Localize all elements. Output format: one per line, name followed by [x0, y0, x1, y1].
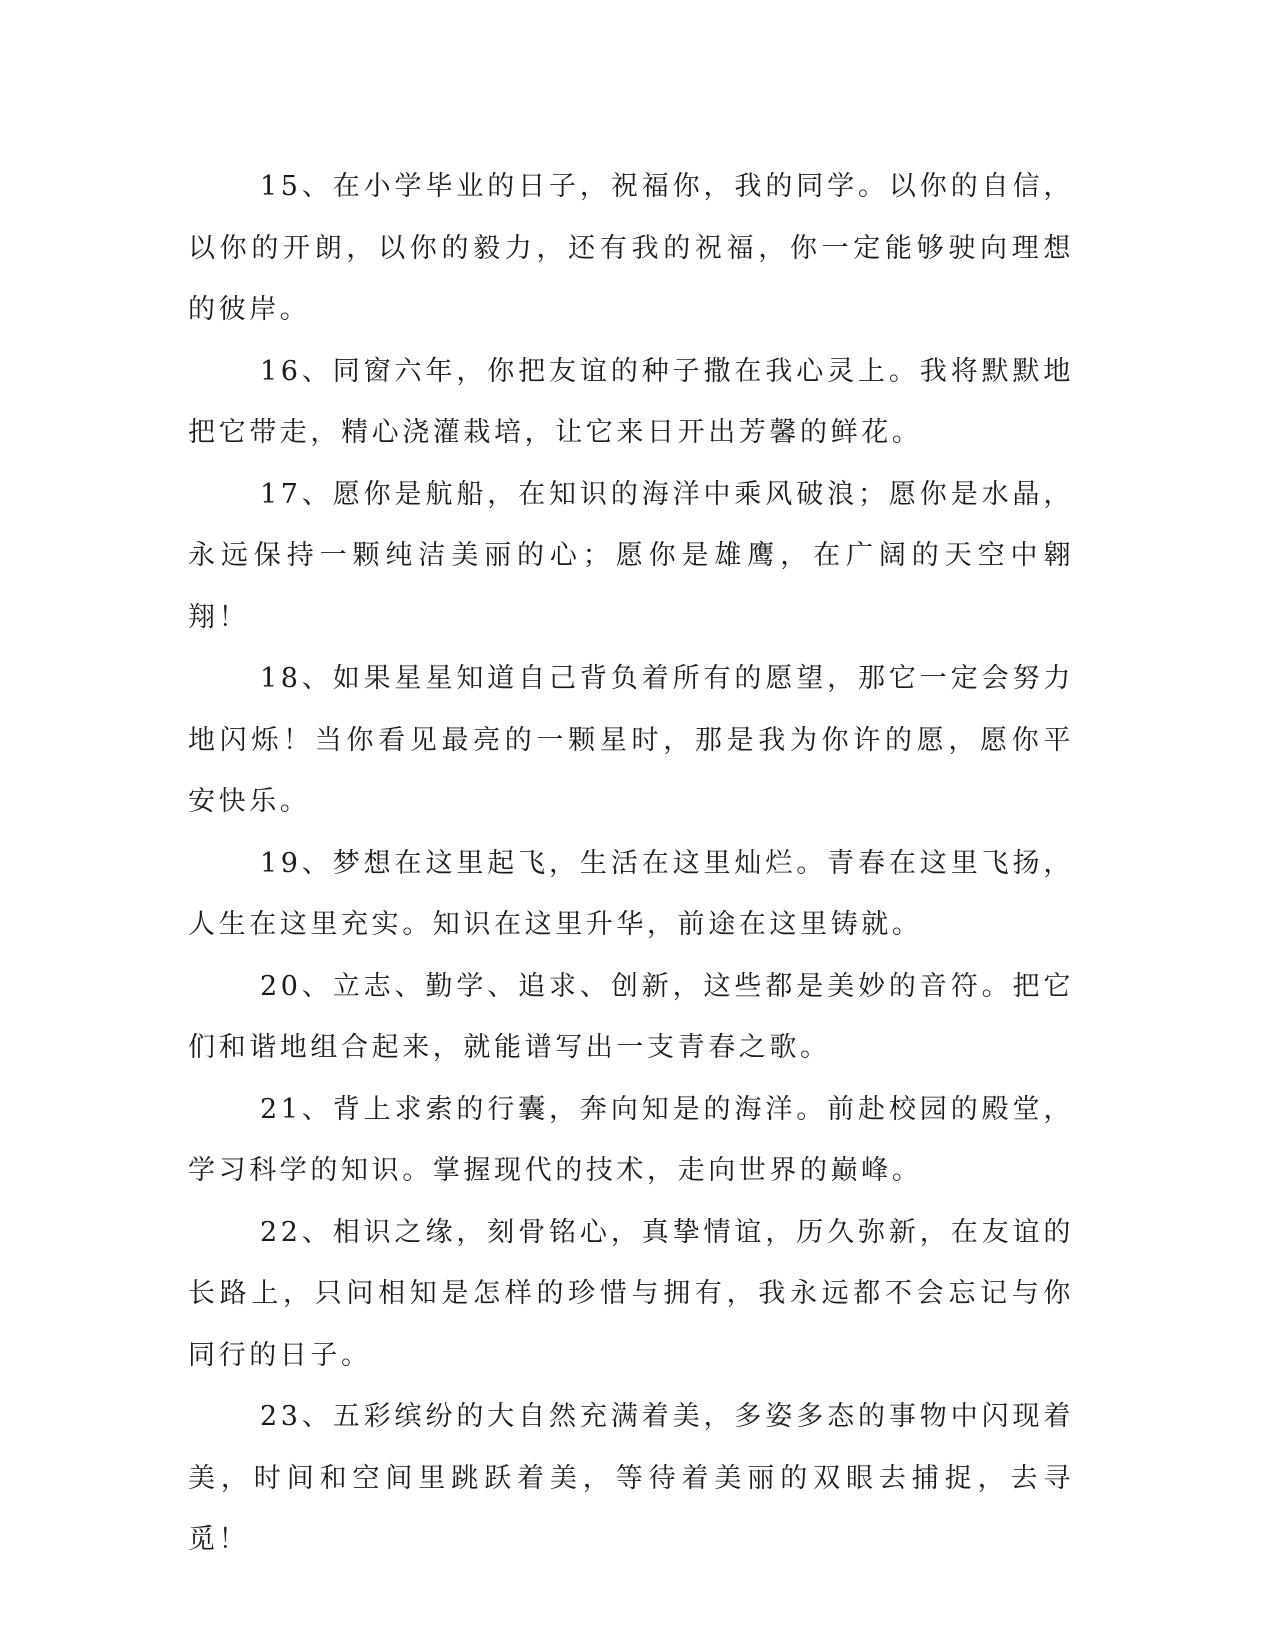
paragraph-18: 18、如果星星知道自己背负着所有的愿望，那它一定会努力地闪烁！当你看见最亮的一颗星时，那是我为你许的愿，愿你平安快乐。	[188, 663, 1074, 817]
paragraph-19: 19、梦想在这里起飞，生活在这里灿烂。青春在这里飞扬，人生在这里充实。知识在这里升华，前途在这里铸就。	[188, 847, 1074, 940]
paragraph-15: 15、在小学毕业的日子，祝福你，我的同学。以你的自信，以你的开朗，以你的毅力，还有我的祝福，你一定能够驶向理想的彼岸。	[188, 171, 1074, 325]
paragraph-22: 22、相识之缘，刻骨铭心，真挚情谊，历久弥新，在友谊的长路上，只问相知是怎样的珍惜与拥有，我永远都不会忘记与你同行的日子。	[188, 1216, 1074, 1371]
document-body	[188, 156, 1074, 1571]
paragraph-17: 17、愿你是航船，在知识的海洋中乘风破浪；愿你是水晶，永远保持一颗纯洁美丽的心；愿你是雄鹰，在广阔的天空中翱翔！	[188, 478, 1074, 633]
paragraph-16: 16、同窗六年，你把友谊的种子撒在我心灵上。我将默默地把它带走，精心浇灌栽培，让它来日开出芳馨的鲜花。	[188, 355, 1074, 448]
paragraph-21: 21、背上求索的行囊，奔向知是的海洋。前赴校园的殿堂，学习科学的知识。掌握现代的技术，走向世界的巅峰。	[188, 1093, 1074, 1186]
paragraph-23: 23、五彩缤纷的大自然充满着美，多姿多态的事物中闪现着美，时间和空间里跳跃着美，等待着美丽的双眼去捕捉，去寻觅！	[188, 1401, 1074, 1555]
paragraph-20: 20、立志、勤学、追求、创新，这些都是美妙的音符。把它们和谐地组合起来，就能谱写出一支青春之歌。	[188, 970, 1074, 1063]
